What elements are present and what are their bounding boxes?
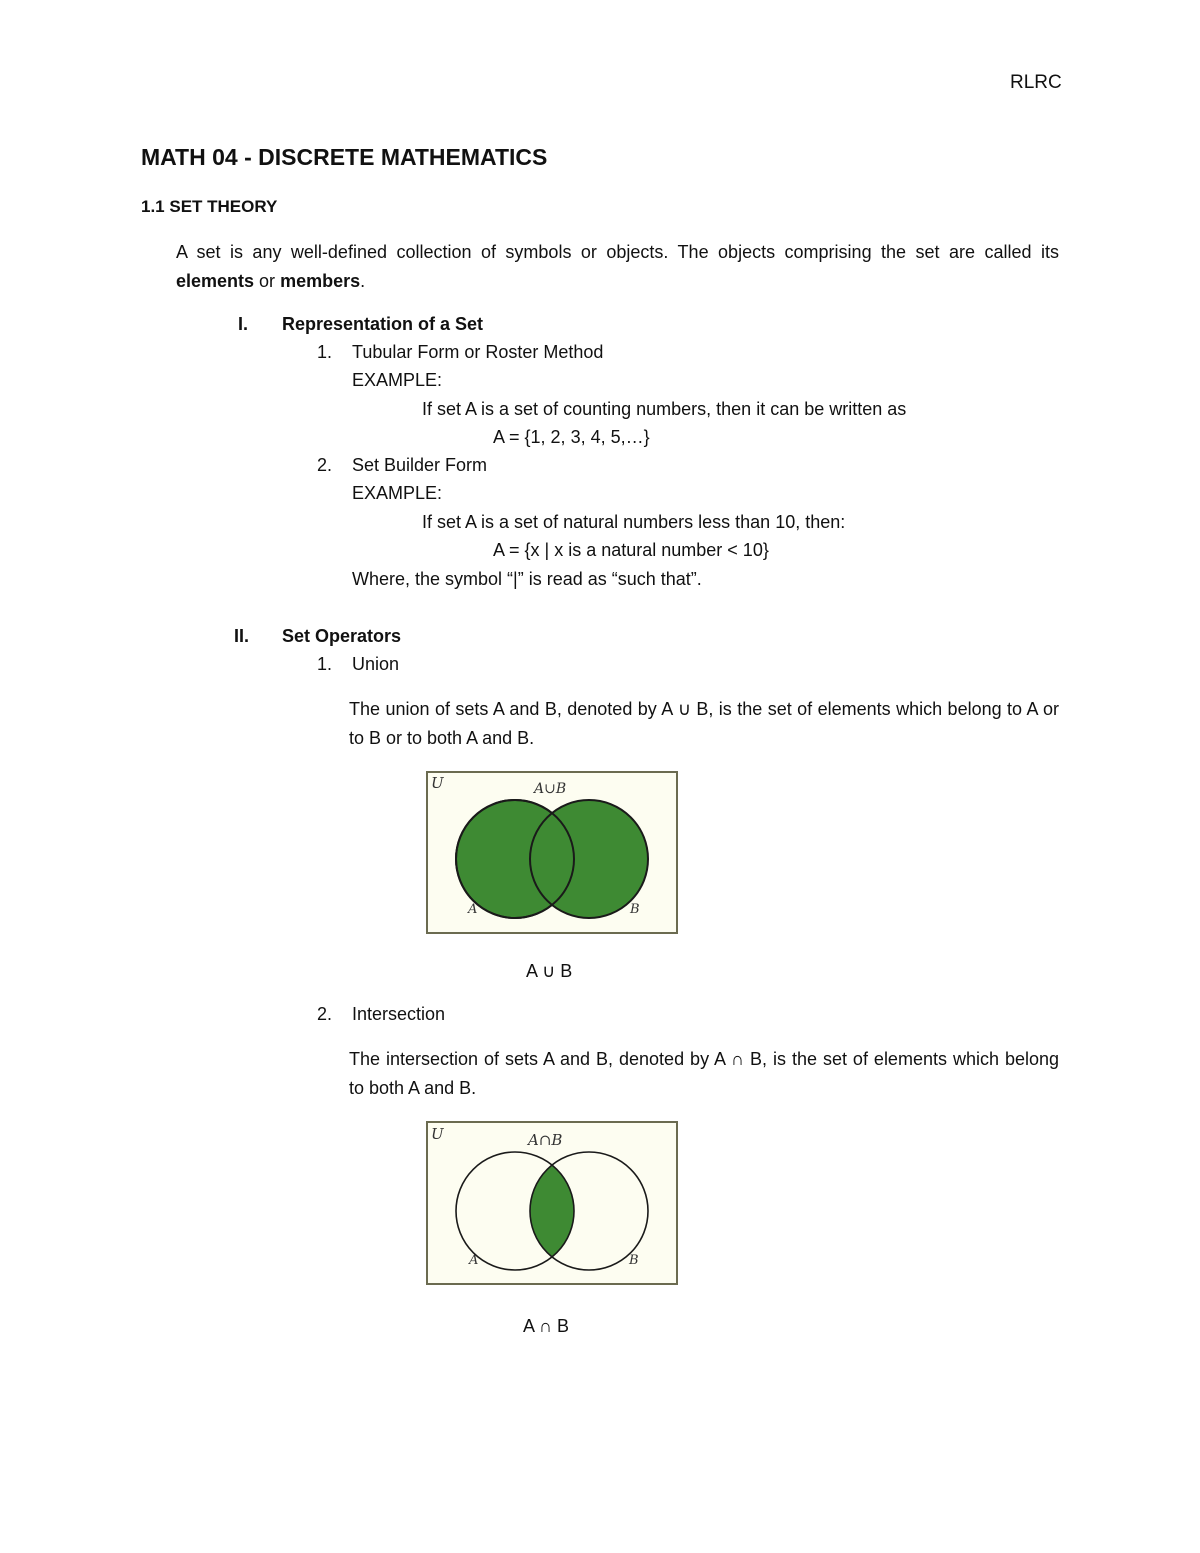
example-label: EXAMPLE: xyxy=(352,370,443,390)
intersection-venn-diagram xyxy=(426,1121,678,1285)
item-number: 2. xyxy=(317,1004,333,1024)
universe-label: U xyxy=(431,774,444,792)
union-label: A∪B xyxy=(534,781,567,797)
item-label: Tubular Form or Roster Method xyxy=(352,342,604,362)
example-text: If set A is a set of natural numbers less than 10, then: xyxy=(422,512,846,532)
set-b-label: B xyxy=(629,1253,639,1268)
set-a-label: A xyxy=(468,902,478,917)
intro-end: . xyxy=(360,271,366,291)
part2-heading: Set Operators xyxy=(282,626,402,646)
union-venn-diagram xyxy=(426,771,678,934)
item-label: Union xyxy=(352,654,400,674)
item-number: 1. xyxy=(317,342,333,362)
item-label: Intersection xyxy=(352,1004,446,1024)
intro-conj: or xyxy=(254,271,281,291)
document-code: RLRC xyxy=(1010,72,1062,93)
document-title: MATH 04 - DISCRETE MATHEMATICS xyxy=(141,144,548,170)
union-description: The union of sets A and B, denoted by A ∪ B, is the set of elements which belong to A or to B or to both A and B. xyxy=(349,699,1059,748)
item-number: 1. xyxy=(317,654,333,674)
set-b-circle xyxy=(530,800,648,918)
roster-formula: A = {1, 2, 3, 4, 5,…} xyxy=(493,427,650,447)
intro-text: A set is any well-defined collection of symbols or objects. The objects comprising the set are called its xyxy=(176,242,1059,262)
intro-paragraph xyxy=(176,238,1059,296)
part1-numeral: I. xyxy=(238,314,249,334)
such-that-note: Where, the symbol “|” is read as “such that”. xyxy=(352,569,702,589)
item-label: Set Builder Form xyxy=(352,455,488,475)
intersection-description: The intersection of sets A and B, denoted by A ∩ B, is the set of elements which belong to both A and B. xyxy=(349,1049,1059,1098)
term-members: members xyxy=(280,271,361,291)
part2-numeral: II. xyxy=(234,626,250,646)
union-caption: A ∪ B xyxy=(526,961,573,981)
universe-label: U xyxy=(431,1125,444,1143)
intersection-label: A∩B xyxy=(528,1131,563,1149)
example-label: EXAMPLE: xyxy=(352,483,443,503)
set-b-label: B xyxy=(630,902,640,917)
example-text: If set A is a set of counting numbers, then it can be written as xyxy=(422,399,907,419)
term-elements: elements xyxy=(176,271,255,291)
intersection-caption: A ∩ B xyxy=(523,1316,569,1336)
part1-heading: Representation of a Set xyxy=(282,314,484,334)
set-builder-formula: A = {x | x is a natural number < 10} xyxy=(493,540,769,560)
set-a-label: A xyxy=(469,1253,479,1268)
item-number: 2. xyxy=(317,455,333,475)
section-heading: 1.1 SET THEORY xyxy=(141,197,278,216)
